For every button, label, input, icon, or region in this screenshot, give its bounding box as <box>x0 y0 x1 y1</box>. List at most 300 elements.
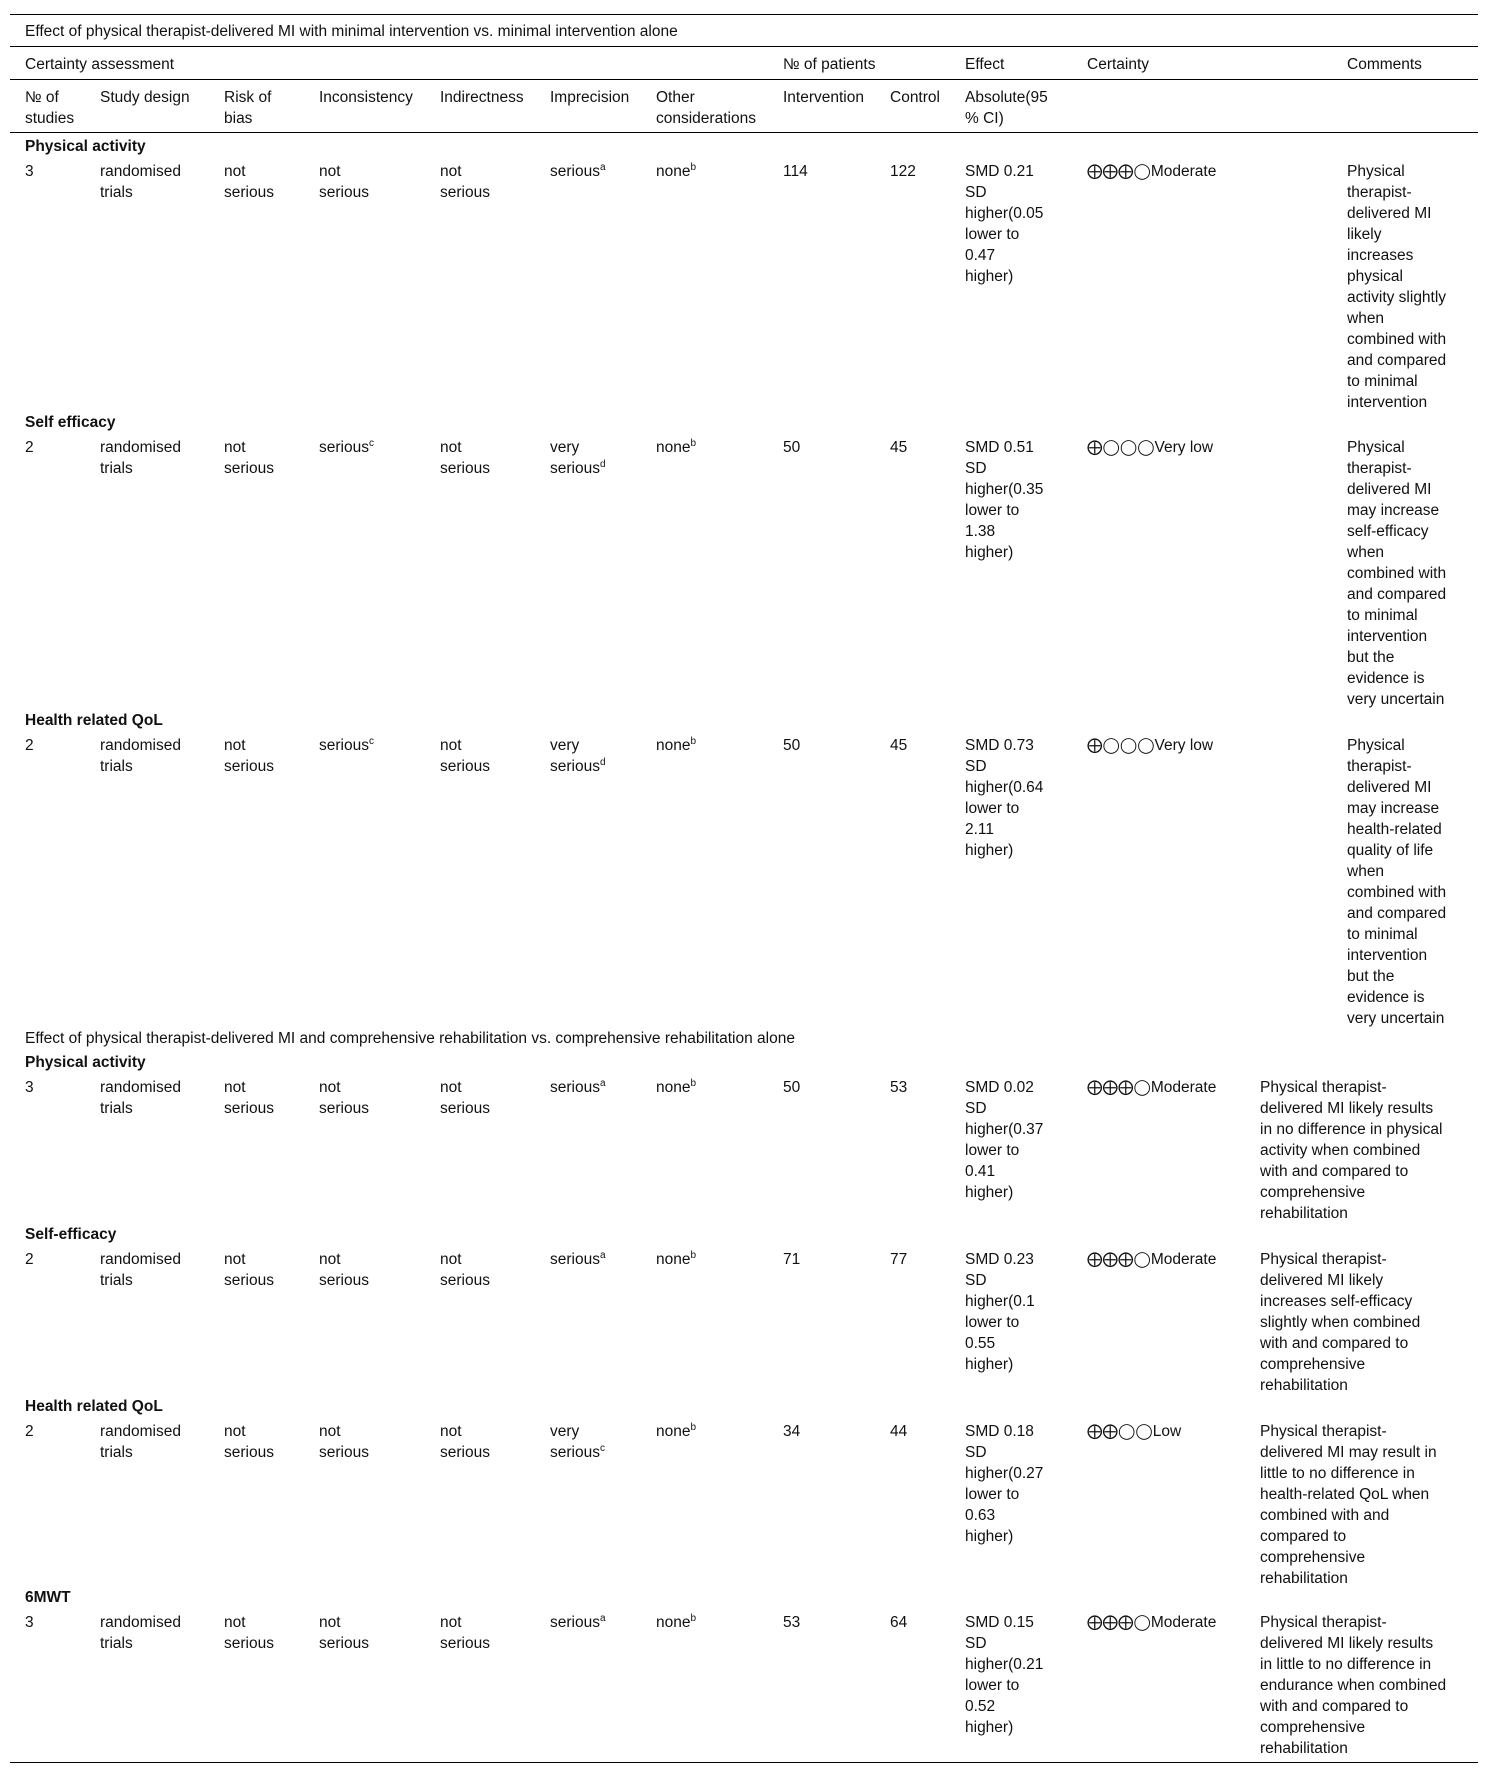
cell-design <box>100 1077 181 1119</box>
cell-studies: 3 <box>25 163 34 180</box>
cell-comment-line: increases self-efficacy <box>1260 1293 1413 1310</box>
cell-intervention: 53 <box>783 1614 801 1631</box>
cell-imprecision <box>550 1421 605 1463</box>
cell-comment-line: combined with <box>1347 331 1447 348</box>
cell-other <box>656 1077 696 1098</box>
cell-rob-line: not <box>224 1423 246 1440</box>
cell-design <box>100 161 181 203</box>
cell-inconsistency <box>319 437 374 458</box>
cell-certainty <box>1087 735 1213 756</box>
cell-inconsistency-line: serious <box>319 1635 369 1652</box>
cell-rob-line: serious <box>224 184 274 201</box>
cell-comment-line: delivered MI <box>1347 779 1432 796</box>
cell-rob <box>224 1421 274 1463</box>
cell-comment-line: health-related QoL when <box>1260 1486 1430 1503</box>
table-title-2: Effect of physical therapist-delivered MI and comprehensive rehabilitation vs. comprehensive rehabilitation alone <box>25 1030 795 1047</box>
cell-inconsistency-line: not <box>319 1251 341 1268</box>
cell-imprecision-line: serious <box>550 1614 600 1631</box>
cell-comment-line: to minimal <box>1347 373 1418 390</box>
cell-comment-line: physical <box>1347 268 1403 285</box>
cell-indirectness-line: not <box>440 1251 462 1268</box>
cell-comment-line: comprehensive <box>1260 1356 1366 1373</box>
cell-comment-line: and compared <box>1347 352 1447 369</box>
certainty-label: Very low <box>1154 737 1214 754</box>
cell-rob <box>224 437 274 479</box>
cell-comment <box>1260 1077 1442 1224</box>
cell-rob <box>224 1249 274 1291</box>
cell-comment-line: combined with <box>1347 565 1447 582</box>
col-inconsistency: Inconsistency <box>319 89 413 106</box>
cell-other-footnote: b <box>690 437 697 449</box>
section-title: Self-efficacy <box>25 1226 117 1243</box>
cell-control: 45 <box>890 439 908 456</box>
cell-rob-line: not <box>224 737 246 754</box>
cell-comment-line: quality of life <box>1347 842 1434 859</box>
certainty-symbols: ⨁◯◯◯ <box>1087 439 1155 456</box>
cell-comment <box>1260 1612 1446 1759</box>
cell-absolute-line: lower to <box>965 1314 1020 1331</box>
section-title: Health related QoL <box>25 712 163 729</box>
cell-rob <box>224 735 274 777</box>
cell-control: 44 <box>890 1423 908 1440</box>
cell-absolute-line: 0.47 <box>965 247 996 264</box>
cell-absolute <box>965 437 1043 563</box>
cell-comment-line: Physical <box>1347 163 1405 180</box>
col-other: Other considerations <box>656 89 756 127</box>
certainty-label: Moderate <box>1150 1251 1217 1268</box>
cell-absolute <box>965 735 1043 861</box>
cell-absolute-line: 2.11 <box>965 821 995 838</box>
cell-absolute-line: SMD 0.51 <box>965 439 1034 456</box>
cell-design-line: trials <box>100 1444 133 1461</box>
cell-comment <box>1347 161 1446 413</box>
cell-comment-line: very uncertain <box>1347 691 1445 708</box>
cell-comment-line: may increase <box>1347 800 1440 817</box>
cell-imprecision-footnote: a <box>599 1249 606 1261</box>
cell-rob-line: not <box>224 1251 246 1268</box>
group-effect: Effect <box>965 56 1005 73</box>
cell-other <box>656 735 696 756</box>
cell-rob-line: serious <box>224 1100 274 1117</box>
cell-comment-line: intervention <box>1347 947 1428 964</box>
cell-design-line: trials <box>100 1100 133 1117</box>
cell-comment-line: therapist- <box>1347 460 1412 477</box>
cell-comment-line: may increase <box>1347 502 1440 519</box>
cell-absolute-line: SMD 0.73 <box>965 737 1034 754</box>
cell-absolute-line: 1.38 <box>965 523 996 540</box>
certainty-label: Low <box>1152 1423 1182 1440</box>
cell-inconsistency <box>319 1612 369 1654</box>
cell-design-line: randomised <box>100 439 181 456</box>
cell-comment-line: when <box>1347 863 1385 880</box>
cell-comment-line: with and compared to <box>1260 1335 1409 1352</box>
cell-comment-line: when <box>1347 310 1385 327</box>
certainty-label: Moderate <box>1150 1079 1217 1096</box>
cell-inconsistency <box>319 161 369 203</box>
cell-absolute-line: higher(0.35 <box>965 481 1044 498</box>
cell-imprecision-line: serious <box>550 758 600 775</box>
cell-rob-line: serious <box>224 758 274 775</box>
cell-imprecision-line: serious <box>550 1444 600 1461</box>
cell-intervention: 50 <box>783 439 801 456</box>
cell-other-text: none <box>656 163 691 180</box>
cell-certainty <box>1087 1249 1216 1270</box>
certainty-label: Moderate <box>1150 1614 1217 1631</box>
cell-comment <box>1260 1421 1437 1589</box>
cell-intervention: 50 <box>783 1079 801 1096</box>
cell-imprecision-footnote: d <box>599 756 606 768</box>
cell-indirectness-line: serious <box>440 1635 490 1652</box>
cell-imprecision <box>550 1077 606 1098</box>
cell-comment-line: very uncertain <box>1347 1010 1445 1027</box>
cell-absolute <box>965 161 1043 287</box>
cell-other <box>656 1612 696 1633</box>
certainty-label: Moderate <box>1150 163 1217 180</box>
cell-absolute-line: lower to <box>965 1677 1020 1694</box>
cell-rob-line: not <box>224 439 246 456</box>
cell-imprecision-line: very <box>550 1423 580 1440</box>
cell-comment-line: therapist- <box>1347 184 1412 201</box>
cell-absolute <box>965 1249 1035 1375</box>
cell-inconsistency-line: serious <box>319 439 369 456</box>
cell-comment <box>1347 735 1446 1029</box>
cell-rob <box>224 1077 274 1119</box>
cell-absolute-line: higher) <box>965 268 1014 285</box>
cell-comment-line: but the <box>1347 649 1395 666</box>
cell-comment-line: evidence is <box>1347 670 1425 687</box>
cell-other-text: none <box>656 439 691 456</box>
cell-absolute-line: higher) <box>965 1719 1014 1736</box>
cell-indirectness <box>440 1612 490 1654</box>
cell-design-line: randomised <box>100 1079 181 1096</box>
cell-comment-line: and compared <box>1347 586 1447 603</box>
cell-imprecision-footnote: a <box>599 161 606 173</box>
table-title-1: Effect of physical therapist-delivered MI with minimal intervention vs. minimal intervention alone <box>25 23 678 40</box>
cell-inconsistency <box>319 1421 369 1463</box>
cell-indirectness <box>440 1249 490 1291</box>
cell-indirectness-line: not <box>440 1079 462 1096</box>
cell-absolute-line: SMD 0.18 <box>965 1423 1034 1440</box>
cell-comment-line: Physical therapist- <box>1260 1423 1387 1440</box>
cell-studies: 3 <box>25 1614 34 1631</box>
cell-indirectness-line: serious <box>440 1444 490 1461</box>
cell-comment-line: Physical therapist- <box>1260 1251 1387 1268</box>
cell-inconsistency-line: not <box>319 1614 341 1631</box>
cell-other-text: none <box>656 1614 691 1631</box>
cell-design-line: randomised <box>100 1614 181 1631</box>
cell-indirectness <box>440 735 490 777</box>
cell-indirectness <box>440 437 490 479</box>
cell-inconsistency-line: not <box>319 163 341 180</box>
cell-rob-line: serious <box>224 1272 274 1289</box>
cell-comment-line: Physical <box>1347 737 1405 754</box>
certainty-symbols: ⨁⨁⨁◯ <box>1087 163 1151 180</box>
col-indirectness: Indirectness <box>440 89 524 106</box>
cell-other <box>656 1249 696 1270</box>
cell-design-line: trials <box>100 460 133 477</box>
col-absolute: Absolute(95 % CI) <box>965 89 1048 127</box>
cell-absolute-line: higher) <box>965 1528 1014 1545</box>
cell-absolute-line: higher) <box>965 1356 1014 1373</box>
cell-comment-line: little to no difference in <box>1260 1465 1415 1482</box>
cell-comment-line: rehabilitation <box>1260 1740 1348 1757</box>
cell-imprecision-footnote: c <box>599 1442 605 1454</box>
cell-control: 77 <box>890 1251 908 1268</box>
cell-studies: 2 <box>25 439 34 456</box>
cell-absolute-line: SD <box>965 1100 987 1117</box>
cell-comment-line: self-efficacy <box>1347 523 1429 540</box>
cell-indirectness-line: serious <box>440 758 490 775</box>
section-title: Physical activity <box>25 1054 146 1071</box>
cell-absolute-line: lower to <box>965 226 1020 243</box>
cell-rob-line: serious <box>224 1635 274 1652</box>
cell-comment-line: Physical therapist- <box>1260 1079 1387 1096</box>
cell-comment-line: and compared <box>1347 905 1447 922</box>
group-patients: № of patients <box>783 56 876 73</box>
cell-absolute-line: 0.52 <box>965 1698 996 1715</box>
cell-indirectness-line: serious <box>440 1100 490 1117</box>
cell-indirectness-line: not <box>440 1614 462 1631</box>
cell-comment-line: with and compared to <box>1260 1698 1409 1715</box>
cell-absolute <box>965 1077 1043 1203</box>
cell-absolute-line: higher) <box>965 842 1014 859</box>
cell-comment-line: endurance when combined <box>1260 1677 1447 1694</box>
section-title: Self efficacy <box>25 414 116 431</box>
cell-comment-line: Physical <box>1347 439 1405 456</box>
cell-design <box>100 1421 181 1463</box>
cell-rob-line: not <box>224 1079 246 1096</box>
cell-other <box>656 1421 696 1442</box>
group-comments: Comments <box>1347 56 1422 73</box>
cell-imprecision <box>550 1249 606 1270</box>
cell-comment-line: combined with <box>1347 884 1447 901</box>
cell-comment-line: with and compared to <box>1260 1163 1409 1180</box>
cell-certainty <box>1087 161 1216 182</box>
cell-comment-line: evidence is <box>1347 989 1425 1006</box>
cell-absolute-line: SD <box>965 184 987 201</box>
section-title: 6MWT <box>25 1589 71 1606</box>
cell-inconsistency-footnote: c <box>368 437 374 449</box>
cell-comment-line: to minimal <box>1347 607 1418 624</box>
cell-rob <box>224 161 274 203</box>
certainty-symbols: ⨁⨁⨁◯ <box>1087 1614 1151 1631</box>
cell-absolute-line: SD <box>965 1444 987 1461</box>
cell-indirectness <box>440 161 490 203</box>
cell-imprecision <box>550 735 606 777</box>
cell-inconsistency-line: serious <box>319 1100 369 1117</box>
cell-absolute <box>965 1421 1043 1547</box>
cell-comment-line: delivered MI <box>1347 205 1432 222</box>
cell-inconsistency-footnote: c <box>368 735 374 747</box>
cell-comment-line: rehabilitation <box>1260 1377 1348 1394</box>
cell-control: 45 <box>890 737 908 754</box>
cell-comment-line: intervention <box>1347 628 1428 645</box>
cell-absolute-line: 0.41 <box>965 1163 996 1180</box>
cell-intervention: 34 <box>783 1423 801 1440</box>
cell-comment-line: delivered MI may result in <box>1260 1444 1437 1461</box>
col-studies: № of studies <box>25 89 75 127</box>
cell-studies: 3 <box>25 1079 34 1096</box>
cell-comment-line: Physical therapist- <box>1260 1614 1387 1631</box>
cell-design-line: trials <box>100 184 133 201</box>
cell-comment-line: to minimal <box>1347 926 1418 943</box>
bottom-rule <box>10 1762 1478 1763</box>
cell-comment <box>1347 437 1446 710</box>
cell-comment-line: compared to <box>1260 1528 1347 1545</box>
col-intervention: Intervention <box>783 89 864 106</box>
cell-other-text: none <box>656 1079 691 1096</box>
cell-comment-line: combined with and <box>1260 1507 1390 1524</box>
cell-absolute-line: higher) <box>965 1184 1014 1201</box>
cell-imprecision-line: serious <box>550 1079 600 1096</box>
cell-design <box>100 1249 181 1291</box>
cell-studies: 2 <box>25 1423 34 1440</box>
cell-design-line: trials <box>100 1272 133 1289</box>
cell-comment-line: delivered MI <box>1347 481 1432 498</box>
cell-absolute-line: 0.55 <box>965 1335 996 1352</box>
group-certainty: Certainty <box>1087 56 1150 73</box>
cell-design-line: randomised <box>100 737 181 754</box>
cell-comment-line: likely <box>1347 226 1382 243</box>
cell-other-footnote: b <box>690 735 697 747</box>
cell-certainty <box>1087 437 1213 458</box>
section-title: Health related QoL <box>25 1398 163 1415</box>
cell-absolute-line: higher(0.21 <box>965 1656 1044 1673</box>
cell-imprecision-line: very <box>550 737 580 754</box>
cell-inconsistency <box>319 1249 369 1291</box>
group-rule <box>10 79 1478 80</box>
cell-absolute-line: lower to <box>965 502 1020 519</box>
cell-comment-line: comprehensive <box>1260 1549 1366 1566</box>
cell-indirectness-line: not <box>440 1423 462 1440</box>
cell-comment-line: increases <box>1347 247 1414 264</box>
cell-comment-line: comprehensive <box>1260 1184 1366 1201</box>
cell-inconsistency <box>319 735 374 756</box>
cell-absolute-line: higher) <box>965 544 1014 561</box>
cell-imprecision <box>550 161 606 182</box>
cell-rob-line: not <box>224 163 246 180</box>
cell-imprecision-line: serious <box>550 163 600 180</box>
cell-indirectness-line: not <box>440 737 462 754</box>
top-rule <box>10 14 1478 15</box>
cell-design <box>100 1612 181 1654</box>
cell-design-line: trials <box>100 758 133 775</box>
cell-indirectness-line: serious <box>440 1272 490 1289</box>
cell-absolute-line: higher(0.27 <box>965 1465 1044 1482</box>
cell-rob <box>224 1612 274 1654</box>
cell-absolute-line: lower to <box>965 1486 1020 1503</box>
cell-other-text: none <box>656 1251 691 1268</box>
cell-imprecision <box>550 437 606 479</box>
cell-comment <box>1260 1249 1420 1396</box>
cell-rob-line: serious <box>224 460 274 477</box>
cell-imprecision-line: serious <box>550 1251 600 1268</box>
cell-other-footnote: b <box>690 1421 697 1433</box>
cell-other-footnote: b <box>690 1612 697 1624</box>
cell-intervention: 114 <box>783 163 808 180</box>
cell-inconsistency-line: serious <box>319 1272 369 1289</box>
cell-comment-line: rehabilitation <box>1260 1205 1348 1222</box>
cell-indirectness-line: serious <box>440 184 490 201</box>
cell-absolute-line: lower to <box>965 1142 1020 1159</box>
cell-inconsistency-line: serious <box>319 737 369 754</box>
section-title: Physical activity <box>25 138 146 155</box>
cell-absolute-line: SMD 0.23 <box>965 1251 1034 1268</box>
cell-absolute-line: SD <box>965 1272 987 1289</box>
cell-comment-line: when <box>1347 544 1385 561</box>
cell-absolute-line: SD <box>965 758 987 775</box>
cell-indirectness <box>440 1421 490 1463</box>
cell-imprecision-line: serious <box>550 460 600 477</box>
cell-absolute-line: higher(0.37 <box>965 1121 1044 1138</box>
cell-comment-line: rehabilitation <box>1260 1570 1348 1587</box>
cell-absolute-line: higher(0.05 <box>965 205 1044 222</box>
cell-inconsistency <box>319 1077 369 1119</box>
cell-comment-line: delivered MI likely <box>1260 1272 1384 1289</box>
cell-absolute-line: SMD 0.02 <box>965 1079 1034 1096</box>
cell-other-footnote: b <box>690 161 697 173</box>
cell-comment-line: delivered MI likely results <box>1260 1100 1434 1117</box>
cell-absolute-line: SD <box>965 1635 987 1652</box>
cell-other-text: none <box>656 737 691 754</box>
col-imprecision: Imprecision <box>550 89 630 106</box>
cell-inconsistency-line: not <box>319 1079 341 1096</box>
cell-imprecision-footnote: d <box>599 458 606 470</box>
cell-other-text: none <box>656 1423 691 1440</box>
header-rule <box>10 132 1478 133</box>
cell-other-footnote: b <box>690 1249 697 1261</box>
col-control: Control <box>890 89 940 106</box>
cell-comment-line: delivered MI likely results <box>1260 1635 1434 1652</box>
cell-imprecision-line: very <box>550 439 580 456</box>
cell-absolute-line: lower to <box>965 800 1020 817</box>
cell-absolute-line: SMD 0.21 <box>965 163 1034 180</box>
cell-comment-line: comprehensive <box>1260 1719 1366 1736</box>
cell-certainty <box>1087 1077 1216 1098</box>
cell-inconsistency-line: not <box>319 1423 341 1440</box>
cell-certainty <box>1087 1421 1181 1442</box>
cell-other-footnote: b <box>690 1077 697 1089</box>
cell-indirectness <box>440 1077 490 1119</box>
cell-indirectness-line: not <box>440 163 462 180</box>
cell-inconsistency-line: serious <box>319 1444 369 1461</box>
cell-comment-line: therapist- <box>1347 758 1412 775</box>
cell-other <box>656 161 696 182</box>
cell-comment-line: but the <box>1347 968 1395 985</box>
cell-absolute-line: 0.63 <box>965 1507 996 1524</box>
cell-design-line: trials <box>100 1635 133 1652</box>
certainty-symbols: ⨁⨁◯◯ <box>1087 1423 1153 1440</box>
group-certainty-assessment: Certainty assessment <box>25 56 175 73</box>
cell-other <box>656 437 696 458</box>
cell-imprecision <box>550 1612 606 1633</box>
certainty-symbols: ⨁⨁⨁◯ <box>1087 1079 1151 1096</box>
title-rule <box>10 46 1478 47</box>
certainty-label: Very low <box>1154 439 1214 456</box>
cell-indirectness-line: serious <box>440 460 490 477</box>
cell-comment-line: in no difference in physical <box>1260 1121 1443 1138</box>
certainty-symbols: ⨁◯◯◯ <box>1087 737 1155 754</box>
cell-comment-line: activity when combined <box>1260 1142 1421 1159</box>
certainty-symbols: ⨁⨁⨁◯ <box>1087 1251 1151 1268</box>
cell-studies: 2 <box>25 737 34 754</box>
cell-design <box>100 735 181 777</box>
cell-imprecision-footnote: a <box>599 1077 606 1089</box>
cell-absolute-line: SD <box>965 460 987 477</box>
cell-rob-line: not <box>224 1614 246 1631</box>
col-design: Study design <box>100 89 190 106</box>
cell-design-line: randomised <box>100 1251 181 1268</box>
